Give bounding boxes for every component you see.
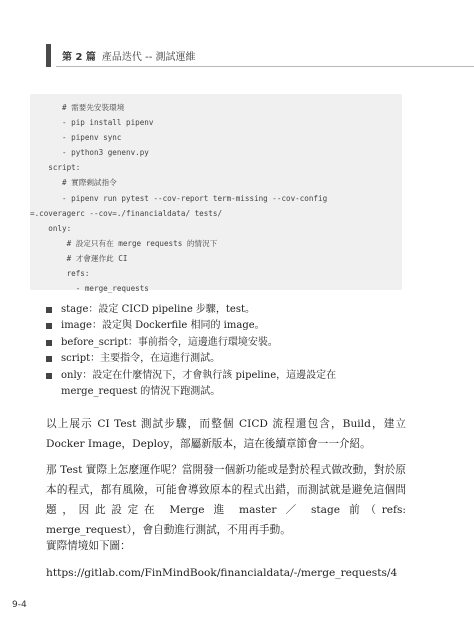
square-bullet-icon [46, 356, 52, 362]
list-item [46, 302, 406, 318]
paragraph-ci-overview: 以上展示 CI Test 測試步驟，而整個 CICD 流程還包含，Build，建立 Docker Image，Deploy，部屬新版本，這在後續章節會一一介紹。 [46, 418, 406, 450]
page-header [46, 44, 474, 67]
paragraph-test-explanation: 那 Test 實際上怎麼運作呢？當開發一個新功能或是對於程式做改動，對於原本的程式，都有風險，可能會導致原本的程式出錯，而測試就是避免這個問題，因此設定在 Merge 進 master ／ stage 前（refs: merge_request），會自動進行測試，不用再手動。 [46, 464, 406, 536]
list-item [46, 351, 406, 367]
code-line: # 設定只有在 merge requests 的情況下 [30, 238, 218, 248]
code-line: - pip install pipenv [30, 118, 154, 128]
code-line: # 才會運作此 CI [30, 253, 128, 263]
list-item [46, 318, 406, 334]
header-part: 第 2 篇 [62, 52, 96, 63]
list-item-text: image：設定與 Dockerfile 相同的 image。 [61, 320, 265, 332]
list-item-text: script：主要指令，在這進行測試。 [61, 353, 221, 365]
list-item-text: only：設定在什麼情況下，才會執行該 pipeline，這邊設定在 merge_request 的情況下跑測試。 [61, 369, 337, 398]
list-item-text: before_script：事前指令，這邊進行環境安裝。 [61, 336, 278, 348]
code-line: - python3 genenv.py [30, 148, 149, 158]
code-line: refs: [30, 269, 90, 279]
code-line: script: [30, 163, 81, 173]
code-line: # 需要先安裝環境 [30, 103, 125, 112]
header-divider [56, 66, 474, 67]
list-item [46, 368, 406, 401]
bullet-list [46, 302, 406, 400]
code-line: # 實際剩試指令 [30, 178, 117, 188]
square-bullet-icon [46, 323, 52, 329]
list-item [46, 335, 406, 351]
paragraph-scenario-intro: 實際情境如下圖： [46, 540, 131, 552]
square-bullet-icon [46, 340, 52, 346]
list-item-text: stage：設定 CICD pipeline 步驟，test。 [61, 304, 255, 315]
header-text [62, 48, 196, 63]
code-line: =.coveragerc --cov=./financialdata/ tests/ [30, 208, 223, 218]
code-line: - pipenv sync [30, 133, 122, 143]
header-bar [46, 44, 51, 67]
header-title: 產品迭代 -- 測試運維 [101, 52, 196, 63]
page-number: 9-4 [12, 600, 27, 610]
code-line: - merge_requests [30, 284, 149, 294]
code-line: only: [30, 223, 72, 233]
merge-request-link[interactable]: https://gitlab.com/FinMindBook/financialdata/-/merge_requests/4 [46, 567, 398, 579]
square-bullet-icon [46, 373, 52, 379]
code-line: - pipenv run pytest --cov-report term-missing --cov-config [30, 193, 328, 203]
code-block [30, 94, 402, 294]
square-bullet-icon [46, 307, 52, 313]
